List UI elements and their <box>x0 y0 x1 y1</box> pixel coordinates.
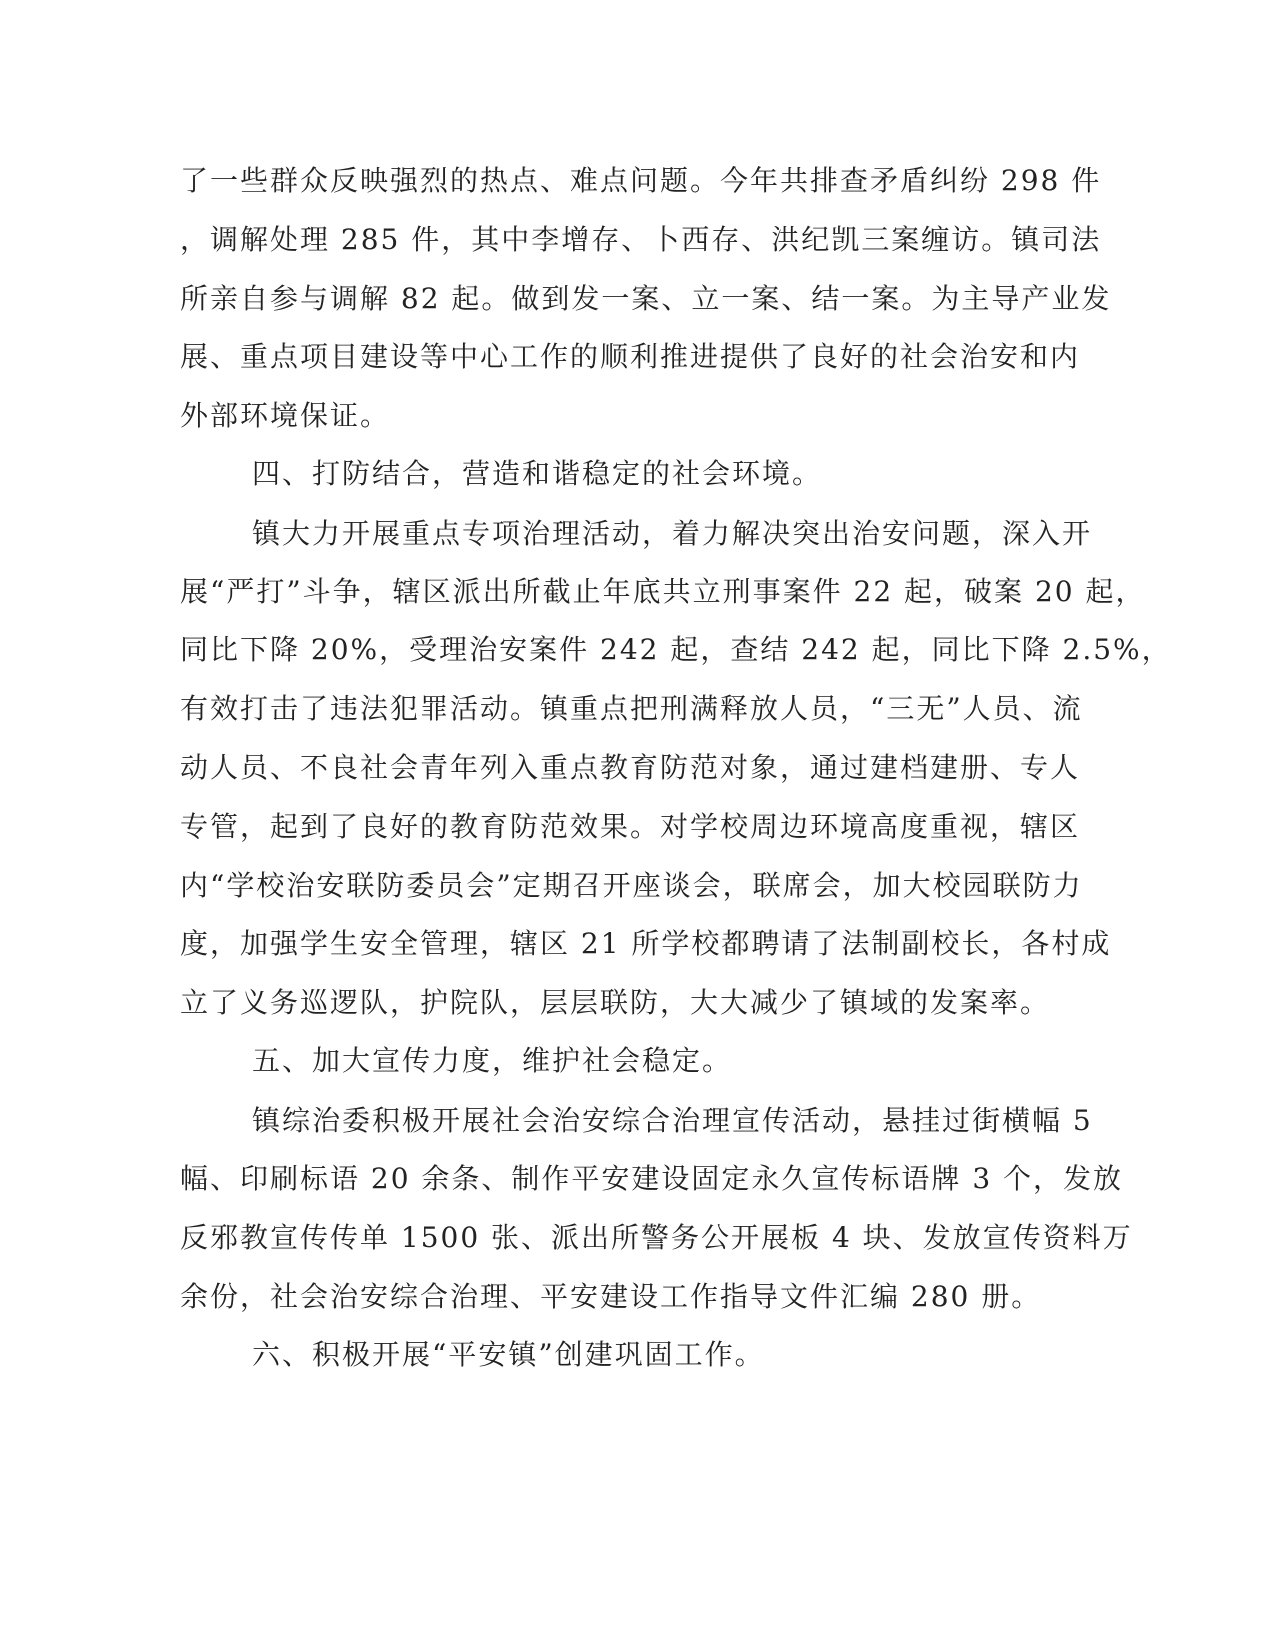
text-line: 余份，社会治安综合治理、平安建设工作指导文件汇编 280 册。 <box>180 1280 1042 1313</box>
text-line: 动人员、不良社会青年列入重点教育防范对象，通过建档建册、专人 <box>180 751 1081 784</box>
text-line: 展、重点项目建设等中心工作的顺利推进提供了良好的社会治安和内 <box>180 340 1081 373</box>
text-line: 展“严打”斗争，辖区派出所截止年底共立刑事案件 22 起，破案 20 起， <box>180 575 1146 608</box>
section-heading: 六、积极开展“平安镇”创建巩固工作。 <box>252 1338 765 1371</box>
text-line: 镇大力开展重点专项治理活动，着力解决突出治安问题，深入开 <box>252 517 1093 550</box>
text-line: 专管，起到了良好的教育防范效果。对学校周边环境高度重视，辖区 <box>180 810 1081 843</box>
text-line: 立了义务巡逻队，护院队，层层联防，大大减少了镇域的发案率。 <box>180 986 1051 1019</box>
text-line: 幅、印刷标语 20 余条、制作平安建设固定永久宣传标语牌 3 个，发放 <box>180 1162 1124 1195</box>
text-line: 镇综治委积极开展社会治安综合治理宣传活动，悬挂过街横幅 5 <box>252 1104 1093 1137</box>
text-line: 反邪教宣传传单 1500 张、派出所警务公开展板 4 块、发放宣传资料万 <box>180 1221 1133 1254</box>
text-line: 外部环境保证。 <box>180 399 391 432</box>
text-line: 同比下降 20%，受理治安案件 242 起，查结 242 起，同比下降 2.5%， <box>180 633 1172 666</box>
text-line: 内“学校治安联防委员会”定期召开座谈会，联席会，加大校园联防力 <box>180 869 1083 902</box>
text-line: 了一些群众反映强烈的热点、难点问题。今年共排查矛盾纠纷 298 件 <box>180 164 1102 197</box>
text-line: 有效打击了违法犯罪活动。镇重点把刑满释放人员，“三无”人员、流 <box>180 692 1083 725</box>
text-line: 度，加强学生安全管理，辖区 21 所学校都聘请了法制副校长，各村成 <box>180 927 1112 960</box>
section-heading: 五、加大宣传力度，维护社会稳定。 <box>252 1044 733 1077</box>
text-line: 所亲自参与调解 82 起。做到发一案、立一案、结一案。为主导产业发 <box>180 282 1112 315</box>
text-line: ，调解处理 285 件，其中李增存、卜西存、洪纪凯三案缠访。镇司法 <box>180 223 1102 256</box>
section-heading: 四、打防结合，营造和谐稳定的社会环境。 <box>252 457 823 490</box>
